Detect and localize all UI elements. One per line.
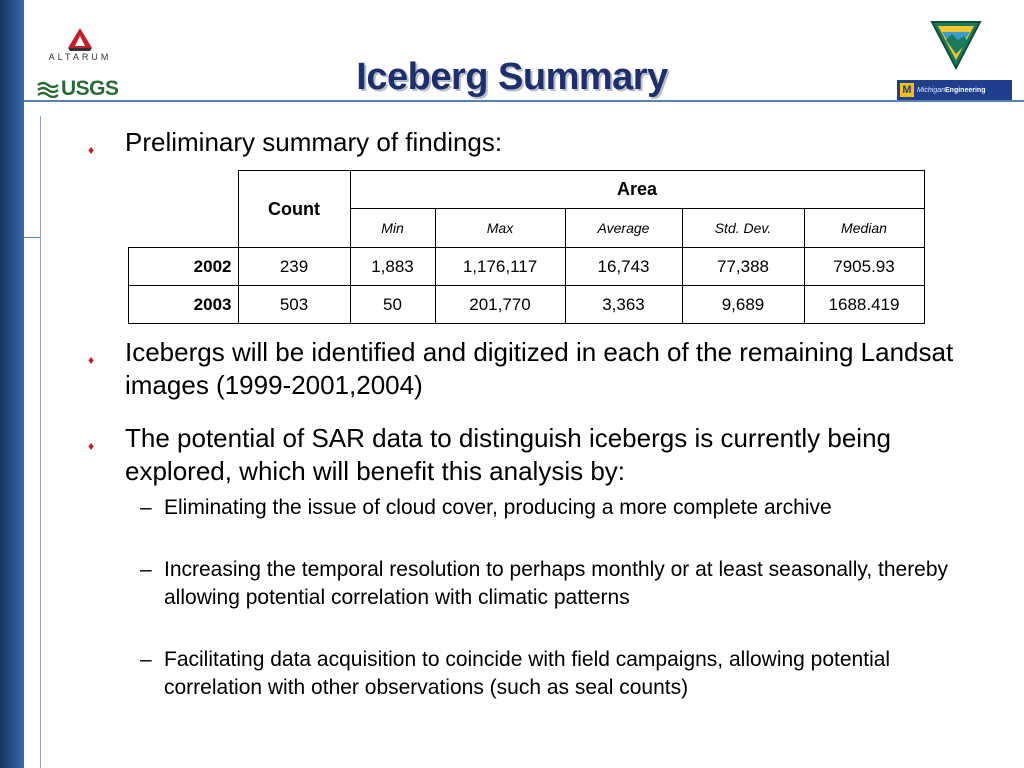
bullet-item xyxy=(88,126,968,159)
side-tick-divider xyxy=(24,237,40,238)
std-dev-cell: 77,388 xyxy=(682,248,804,286)
sub-bullet-text: Facilitating data acquisition to coincide with field campaigns, allowing potential correlation with other observations (such as seal counts) xyxy=(164,648,891,699)
altarum-triangle-icon xyxy=(32,26,128,52)
max-cell: 1,176,117 xyxy=(435,248,565,286)
min-cell: 50 xyxy=(350,286,435,324)
sub-bullet-dash: – xyxy=(140,558,152,581)
median-cell: 1688.419 xyxy=(804,286,924,324)
median-cell: 7905.93 xyxy=(804,248,924,286)
header-divider xyxy=(24,100,1024,102)
iceberg-summary-table xyxy=(128,170,925,324)
sub-bullet-text: Increasing the temporal resolution to perhaps monthly or at least seasonally, thereby allowing potential correlation with climatic patterns xyxy=(164,558,949,609)
min-cell: 1,883 xyxy=(350,248,435,286)
count-cell: 503 xyxy=(238,286,350,324)
area-subheader: Average xyxy=(565,209,682,248)
area-subheader: Median xyxy=(804,209,924,248)
bullet-item xyxy=(88,422,968,488)
michigan-logo-small: Michigan xyxy=(917,86,946,94)
count-cell: 239 xyxy=(238,248,350,286)
bullet-text: Preliminary summary of findings: xyxy=(125,127,503,157)
average-cell: 16,743 xyxy=(565,248,682,286)
year-cell: 2003 xyxy=(129,286,239,324)
diamond-bullet-icon: ♦ xyxy=(88,353,95,367)
michigan-block-m-icon: M xyxy=(900,83,914,97)
bullet-text: Icebergs will be identified and digitized in each of the remaining Landsat images (1999-2001,2004) xyxy=(125,337,954,400)
sub-bullet-item xyxy=(140,494,960,522)
table-row xyxy=(129,248,925,286)
count-header: Count xyxy=(238,171,350,248)
table-row xyxy=(129,286,925,324)
content-left-rule xyxy=(40,116,41,768)
sub-bullet-dash: – xyxy=(140,648,152,671)
std-dev-cell: 9,689 xyxy=(682,286,804,324)
diamond-bullet-icon: ♦ xyxy=(88,143,95,157)
bullet-text: The potential of SAR data to distinguish icebergs is currently being explored, which will benefit this analysis by: xyxy=(125,423,891,486)
average-cell: 3,363 xyxy=(565,286,682,324)
year-cell: 2002 xyxy=(129,248,239,286)
bullet-item xyxy=(88,336,968,402)
altarum-logo-text: ALTARUM xyxy=(48,52,112,62)
sub-bullet-text: Eliminating the issue of cloud cover, producing a more complete archive xyxy=(164,496,832,519)
area-subheader: Max xyxy=(435,209,565,248)
area-header: Area xyxy=(350,171,924,209)
sub-bullet-dash: – xyxy=(140,496,152,519)
table-corner-cell xyxy=(129,171,239,248)
diamond-bullet-icon: ♦ xyxy=(88,439,95,453)
area-subheader: Min xyxy=(350,209,435,248)
sub-bullet-item xyxy=(140,556,960,612)
sub-bullet-item xyxy=(140,646,960,702)
michigan-logo-bold: Engineering xyxy=(945,86,986,94)
usgs-logo-text: USGS xyxy=(61,77,119,100)
left-decorative-bar xyxy=(0,0,24,768)
area-subheader: Std. Dev. xyxy=(682,209,804,248)
page-title: Iceberg Summary xyxy=(356,56,668,98)
max-cell: 201,770 xyxy=(435,286,565,324)
